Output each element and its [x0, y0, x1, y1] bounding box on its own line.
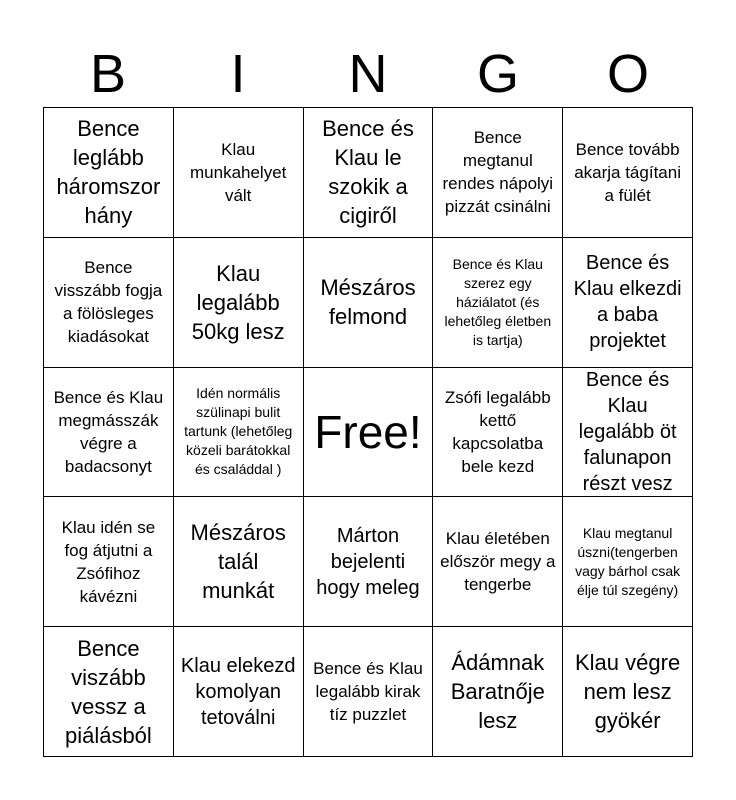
- bingo-cell-r2-c2[interactable]: Klau legalább 50kg lesz: [174, 238, 304, 368]
- bingo-free-cell[interactable]: Free!: [304, 368, 434, 498]
- bingo-cell-r5-c2[interactable]: Klau elekezd komolyan tetoválni: [174, 627, 304, 757]
- header-letter-g: G: [476, 44, 519, 104]
- header-letter-b: B: [89, 44, 127, 104]
- bingo-cell-r3-c4[interactable]: Zsófi legalább kettő kapcsolatba bele kezd: [433, 368, 563, 498]
- bingo-cell-r1-c3[interactable]: Bence és Klau le szokik a cigiről: [304, 108, 434, 238]
- bingo-cell-r2-c1[interactable]: Bence visszább fogja a fölösleges kiadásokat: [44, 238, 174, 368]
- bingo-cell-r1-c1[interactable]: Bence leglább háromszor hány: [44, 108, 174, 238]
- bingo-cell-r1-c2[interactable]: Klau munkahelyet vált: [174, 108, 304, 238]
- bingo-cell-r2-c5[interactable]: Bence és Klau elkezdi a baba projektet: [563, 238, 693, 368]
- header-letter-n: N: [348, 44, 388, 104]
- bingo-cell-r4-c1[interactable]: Klau idén se fog átjutni a Zsófihoz kávézni: [44, 497, 174, 627]
- bingo-cell-r4-c2[interactable]: Mészáros talál munkát: [174, 497, 304, 627]
- bingo-cell-r5-c1[interactable]: Bence viszább vessz a piálásból: [44, 627, 174, 757]
- bingo-cell-r3-c2[interactable]: Idén normális szülinapi bulit tartunk (lehetőleg közeli barátokkal és családdal ): [174, 368, 304, 498]
- bingo-grid: [43, 107, 693, 757]
- bingo-cell-r1-c5[interactable]: Bence tovább akarja tágítani a fülét: [563, 108, 693, 238]
- bingo-cell-r3-c5[interactable]: Bence és Klau legalább öt falunapon részt vesz: [563, 368, 693, 498]
- bingo-cell-r5-c4[interactable]: Ádámnak Baratnője lesz: [433, 627, 563, 757]
- header-letter-o: O: [606, 44, 649, 104]
- header-letter-i: I: [230, 44, 246, 104]
- bingo-cell-r5-c3[interactable]: Bence és Klau legalább kirak tíz puzzlet: [304, 627, 434, 757]
- bingo-cell-r2-c3[interactable]: Mészáros felmond: [304, 238, 434, 368]
- bingo-cell-r4-c3[interactable]: Márton bejelenti hogy meleg: [304, 497, 434, 627]
- bingo-cell-r4-c5[interactable]: Klau megtanul úszni(tengerben vagy bárhol csak élje túl szegény): [563, 497, 693, 627]
- bingo-cell-r3-c1[interactable]: Bence és Klau megmásszák végre a badacsonyt: [44, 368, 174, 498]
- bingo-header: [43, 40, 693, 108]
- bingo-cell-r4-c4[interactable]: Klau életében először megy a tengerbe: [433, 497, 563, 627]
- bingo-cell-r2-c4[interactable]: Bence és Klau szerez egy háziálatot (és lehetőleg életben is tartja): [433, 238, 563, 368]
- bingo-cell-r1-c4[interactable]: Bence megtanul rendes nápolyi pizzát csinálni: [433, 108, 563, 238]
- bingo-cell-r5-c5[interactable]: Klau végre nem lesz gyökér: [563, 627, 693, 757]
